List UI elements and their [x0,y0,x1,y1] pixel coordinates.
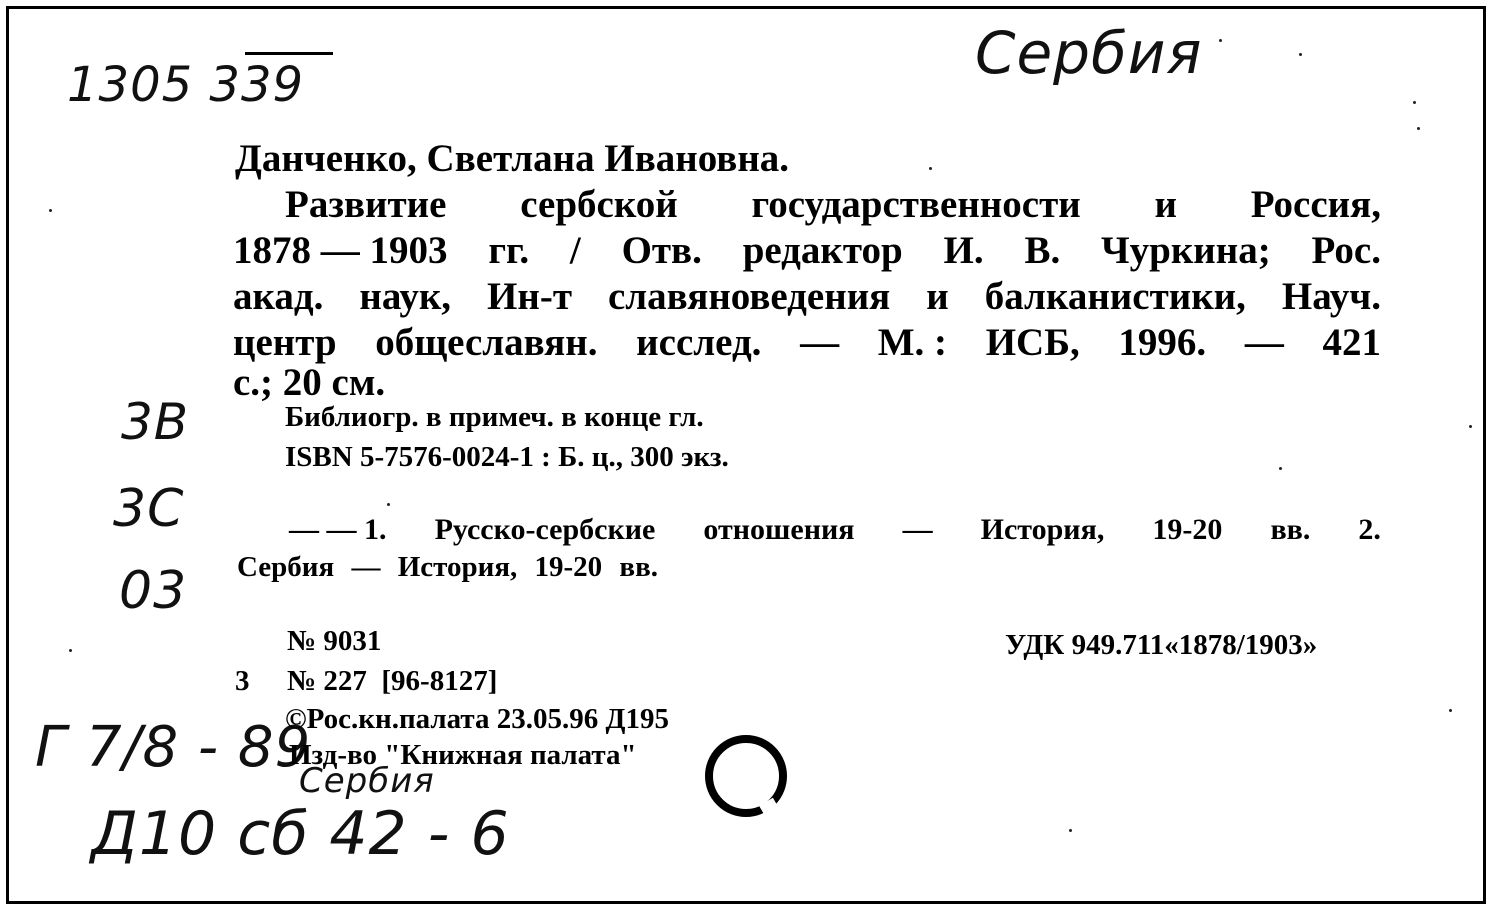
call-number-sub: 339 [209,57,305,113]
title-line-2-wrap [233,231,1381,270]
title-word: / [569,229,581,272]
handwritten-bottom-word: Сербия [299,761,435,801]
subject-word: отношения [703,513,855,546]
title-word: 1996. [1118,321,1207,364]
title-word: сербской [520,183,678,226]
title-word: и [1154,183,1177,226]
handwritten-side-code-3: 03 [119,561,188,621]
title-word: Науч. [1281,275,1381,318]
title-word: В. [1024,229,1061,272]
isbn-line: ISBN 5-7576-0024-1 : Б. ц., 300 экз. [285,441,729,473]
copyright-line: ©Рос.кн.палата 23.05.96 Д195 [285,703,669,735]
udc-code: УДК 949.711«1878/1903» [1005,629,1318,661]
title-word: Россия, [1250,183,1381,226]
handwritten-bottom-code-1: Г 7/8 - 89 [35,715,312,780]
speckle [1417,127,1420,130]
title-line-1 [233,185,1381,224]
title-word: наук, [359,275,452,318]
title-word: Чуркина; [1101,229,1271,272]
speckle [69,649,72,652]
subject-word: Русско-сербские [434,513,656,546]
title-word: государственности [751,183,1081,226]
call-number-overline [245,52,333,55]
title-word: акад. [233,275,324,318]
title-line-4-wrap [233,323,1381,362]
title-word: славяноведения [607,275,891,318]
title-word: гг. [488,229,530,272]
title-word: Отв. [621,229,702,272]
title-word: балканистики, [984,275,1246,318]
title-word: и [926,275,949,318]
speckle [1469,425,1472,428]
title-word: общеславян. [375,321,598,364]
title-line-3 [233,277,1381,316]
subject-line-1 [289,515,1381,545]
speckle [1413,101,1416,104]
handwritten-bottom-code-2: Д10 сб 42 - 6 [91,799,510,869]
title-line-2 [233,231,1381,270]
title-word: 1878 — 1903 [233,229,448,272]
handwritten-side-code-2: 3С [113,479,185,539]
speckle [387,503,390,506]
subject-word: — — 1. [289,513,387,546]
handwritten-side-code-1: 3В [121,393,190,451]
subject-word: 2. [1358,513,1381,546]
number-1: № 9031 [287,625,382,657]
title-word: ИСБ, [985,321,1080,364]
title-line-3-wrap [233,277,1381,316]
title-word: исслед. [636,321,762,364]
handwritten-call-number [67,57,304,113]
title-line-4 [233,323,1381,362]
bibliography-note: Библиогр. в примеч. в конце гл. [285,401,704,433]
title-word: Рос. [1311,229,1381,272]
speckle [929,167,932,170]
title-word: Развитие [285,183,447,226]
handwritten-subject-top: Сербия [975,19,1203,87]
subject-word: 19-20 [1152,513,1223,546]
title-word: М. : [877,321,948,364]
publisher-line: Изд-во "Книжная палата" [289,739,637,771]
subject-word: вв. [1270,513,1311,546]
call-number-main: 1305 [67,57,194,113]
speckle [49,209,52,212]
title-word: И. [943,229,984,272]
title-word: центр [233,321,337,364]
title-word: — [800,321,840,364]
title-word: 421 [1322,321,1381,364]
speckle [1069,829,1072,832]
catalog-card [6,6,1486,904]
number-2: № 227 [96-8127] [287,665,498,697]
speckle [1219,39,1222,42]
title-block [233,185,1381,224]
title-word: Ин-т [487,275,572,318]
subject-word: — [902,513,933,546]
title-word: — [1244,321,1284,364]
speckle [1299,53,1302,56]
subject-line-1-wrap [289,515,1381,545]
number-2-prefix: 3 [235,665,250,697]
subject-word: История, [980,513,1105,546]
speckle [1449,709,1452,712]
author-heading: Данченко, Светлана Ивановна. [235,137,790,180]
speckle [1279,467,1282,470]
title-word: редактор [742,229,903,272]
title-last-line: с.; 20 см. [233,361,386,404]
subject-line-2: Сербия — История, 19-20 вв. [237,551,658,583]
